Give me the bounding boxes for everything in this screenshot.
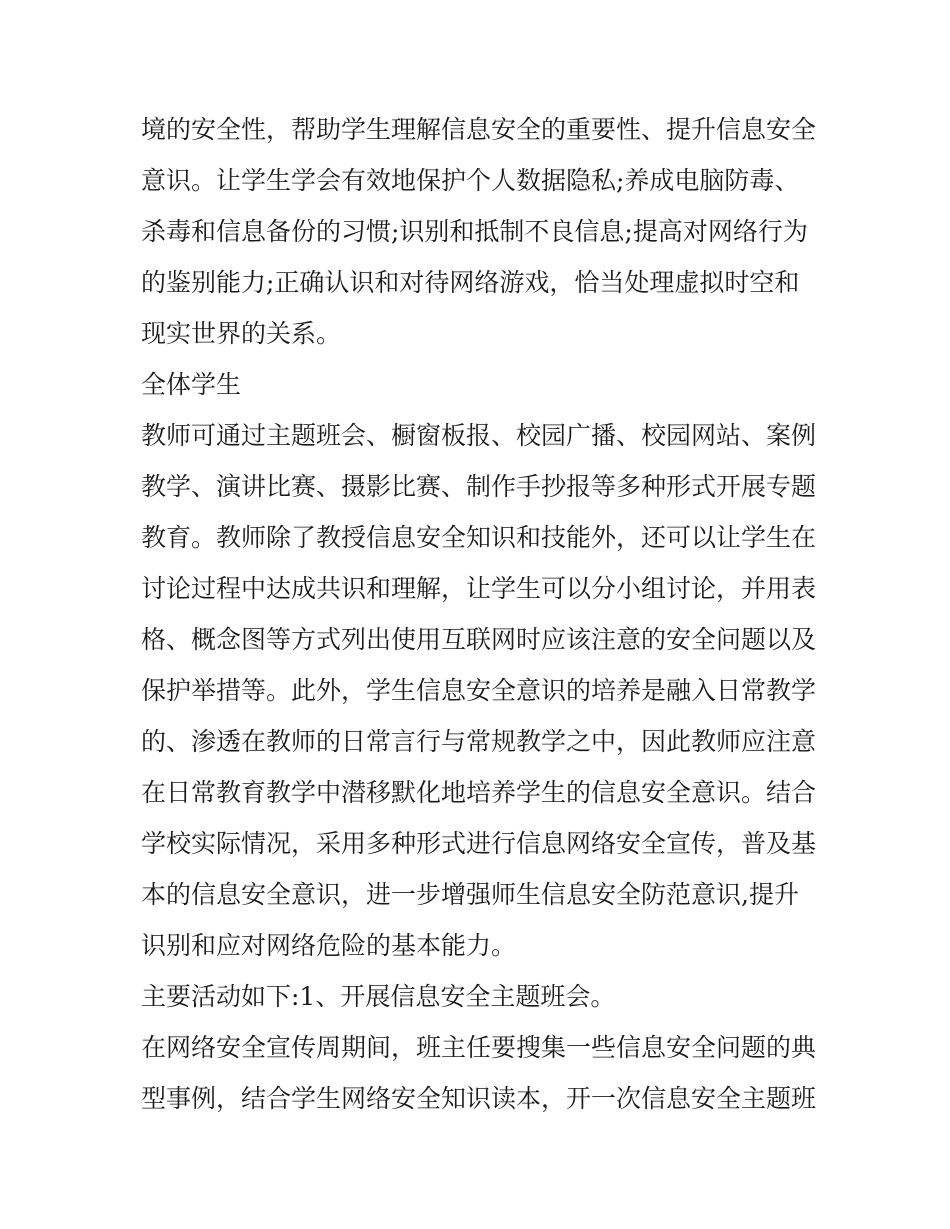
- paragraph-security-awareness: 境的安全性，帮助学生理解信息安全的重要性、提升信息安全意识。让学生学会有效地保护个人数据隐私;养成电脑防毒、杀毒和信息备份的习惯;识别和抵制不良信息;提高对网络行为的鉴别能力;正确认识和对待网络游戏，恰当处理虚拟时空和现实世界的关系。: [141, 115, 817, 348]
- paragraph-main-activities: 主要活动如下:1、开展信息安全主题班会。: [141, 982, 616, 1011]
- paragraph-teaching-methods: 教师可通过主题班会、橱窗板报、校园广播、校园网站、案例教学、演讲比赛、摄影比赛、制作手抄报等多种形式开展专题教育。教师除了教授信息安全知识和技能外，还可以让学生在讨论过程中达成共识和理解，让学生可以分小组讨论，并用表格、概念图等方式列出使用互联网时应该注意的安全问题以及保护举措等。此外，学生信息安全意识的培养是融入日常教学的、渗透在教师的日常言行与常规教学之中，因此教师应注意在日常教育教学中潜移默化地培养学生的信息安全意识。结合学校实际情况，采用多种形式进行信息网络安全宣传，普及基本的信息安全意识，进一步增强师生信息安全防范意识,提升识别和应对网络危险的基本能力。: [141, 421, 817, 960]
- document-body: [141, 104, 817, 1124]
- paragraph-target-audience: 全体学生: [141, 370, 242, 399]
- paragraph-class-meeting: 在网络安全宣传周期间，班主任要搜集一些信息安全问题的典型事例，结合学生网络安全知识读本，开一次信息安全主题班: [141, 1033, 817, 1113]
